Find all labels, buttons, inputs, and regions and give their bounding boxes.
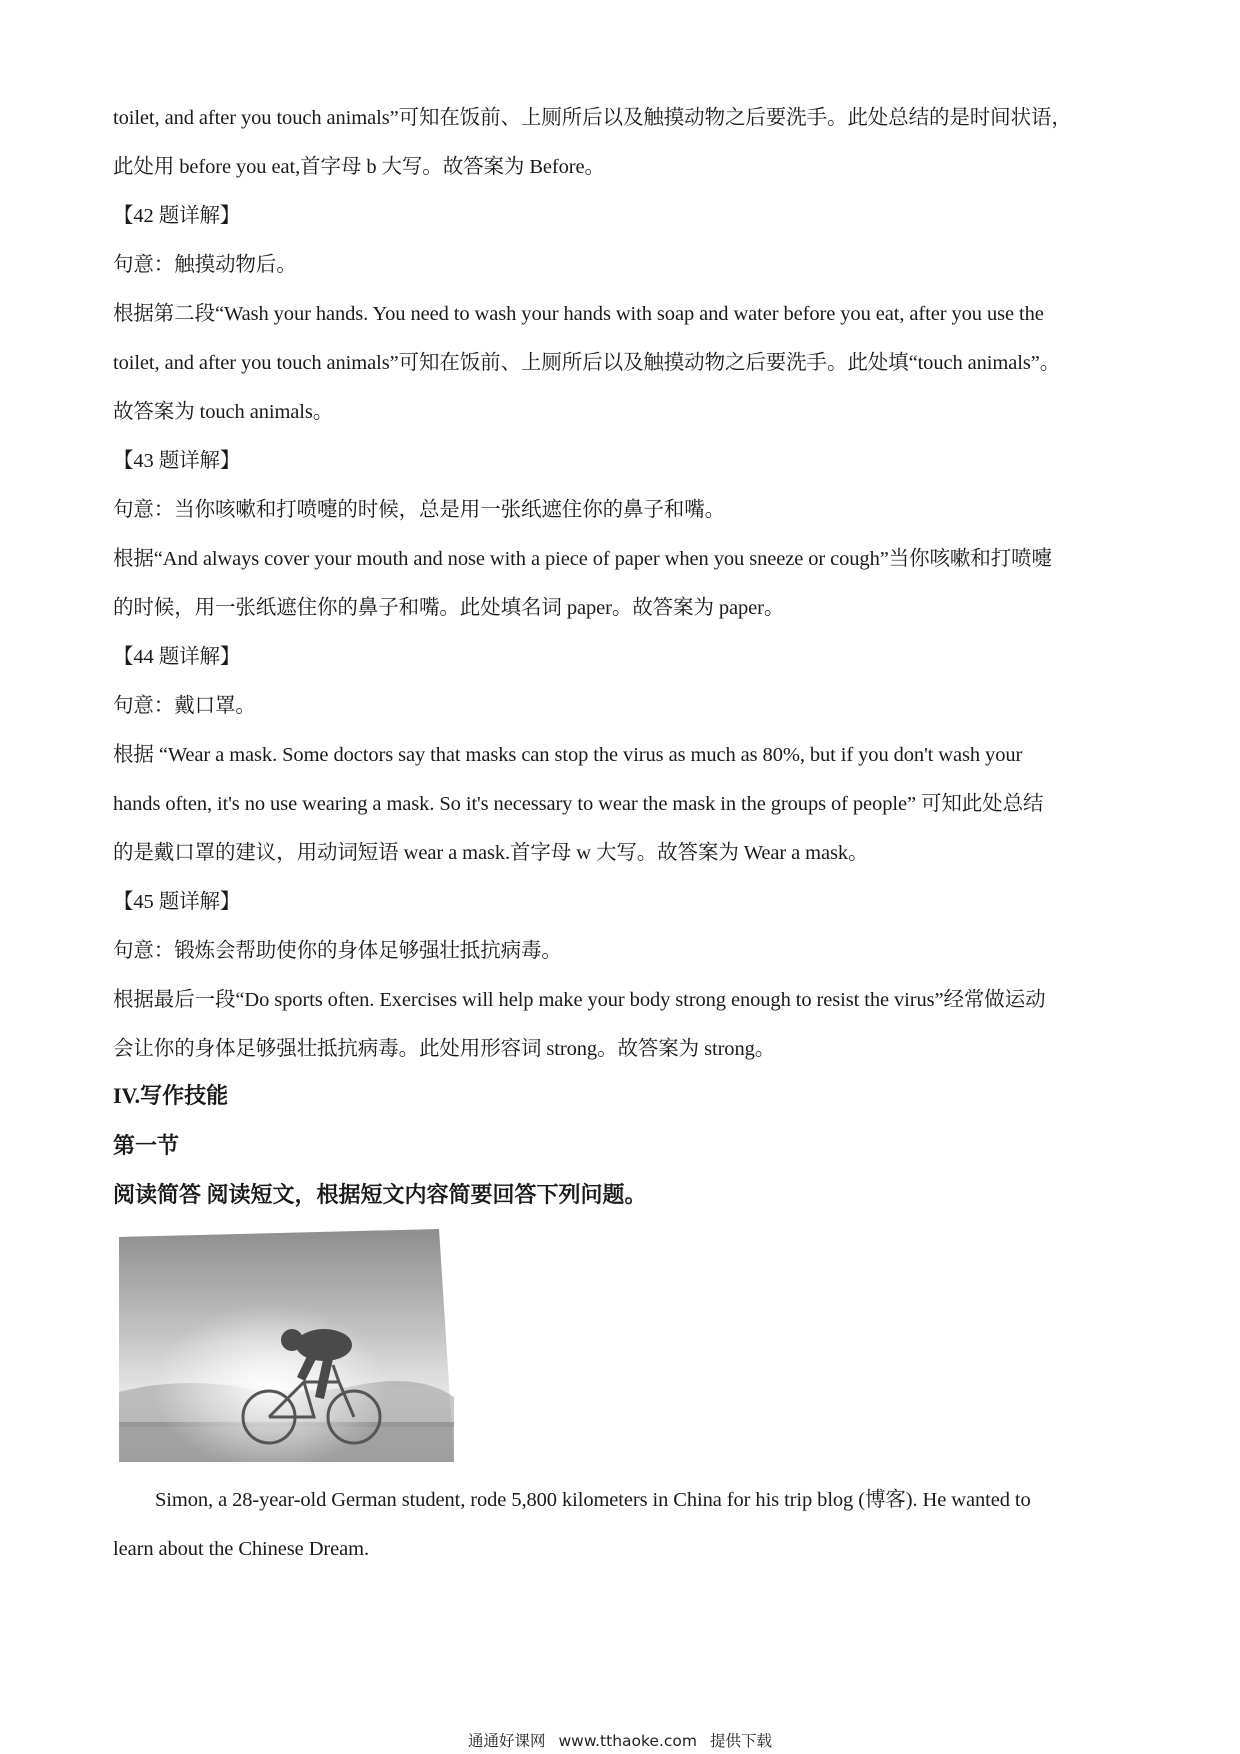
- sentence-meaning-43: 句意：当你咳嗽和打喷嚏的时候，总是用一张纸遮住你的鼻子和嘴。: [113, 499, 725, 521]
- sentence-meaning-42: 句意：触摸动物后。: [113, 254, 297, 276]
- sentence-meaning-45: 句意：锻炼会帮助使你的身体足够强壮抵抗病毒。: [113, 940, 562, 962]
- section-title: IV.写作技能: [113, 1083, 229, 1108]
- footer-site-name: 通通好课网: [468, 1732, 546, 1750]
- part-title: 第一节: [113, 1133, 180, 1158]
- passage-line: learn about the Chinese Dream.: [113, 1538, 370, 1560]
- footer-tagline: 提供下载: [709, 1732, 772, 1750]
- sentence-meaning-44: 句意：戴口罩。: [113, 695, 256, 717]
- paragraph-line: toilet, and after you touch animals”可知在饭前、上厕所后以及触摸动物之后要洗手。此处总结的是时间状语，: [113, 107, 1072, 129]
- task-instructions: 阅读简答 阅读短文，根据短文内容简要回答下列问题。: [113, 1182, 647, 1207]
- question-heading-45: 【45 题详解】: [113, 891, 241, 913]
- question-heading-42: 【42 题详解】: [113, 205, 241, 227]
- question-heading-43: 【43 题详解】: [113, 450, 241, 472]
- page-footer: [0, 1731, 1240, 1751]
- paragraph-line: 此处用 before you eat,首字母 b 大写。故答案为 Before。: [113, 156, 605, 178]
- explanation-line: 会让你的身体足够强壮抵抗病毒。此处用形容词 strong。故答案为 strong。: [113, 1038, 776, 1060]
- explanation-line: 根据最后一段“Do sports often. Exercises will help make your body strong enough to resist the virus”经常做运动: [113, 989, 1046, 1011]
- footer-url[interactable]: www.tthaoke.com: [558, 1732, 697, 1750]
- explanation-line: toilet, and after you touch animals”可知在饭前、上厕所后以及触摸动物之后要洗手。此处填“touch animals”。: [113, 352, 1061, 374]
- explanation-line: 根据 “Wear a mask. Some doctors say that masks can stop the virus as much as 80%, but if you don't wash your: [113, 744, 1023, 766]
- explanation-line: 的时候，用一张纸遮住你的鼻子和嘴。此处填名词 paper。故答案为 paper。: [113, 597, 785, 619]
- explanation-line: 的是戴口罩的建议，用动词短语 wear a mask.首字母 w 大写。故答案为 Wear a mask。: [113, 842, 869, 864]
- explanation-line: 故答案为 touch animals。: [113, 401, 334, 423]
- cyclist-photo: [119, 1227, 454, 1462]
- explanation-line: 根据“And always cover your mouth and nose with a piece of paper when you sneeze or cough”当你咳嗽和打喷嚏: [113, 548, 1052, 570]
- explanation-line: 根据第二段“Wash your hands. You need to wash your hands with soap and water before you eat, after you use the: [113, 303, 1044, 325]
- question-heading-44: 【44 题详解】: [113, 646, 241, 668]
- explanation-line: hands often, it's no use wearing a mask. So it's necessary to wear the mask in the groups of people” 可知此处总结: [113, 793, 1044, 815]
- passage-line: Simon, a 28-year-old German student, rode 5,800 kilometers in China for his trip blog (博客). He wanted to: [155, 1489, 1031, 1511]
